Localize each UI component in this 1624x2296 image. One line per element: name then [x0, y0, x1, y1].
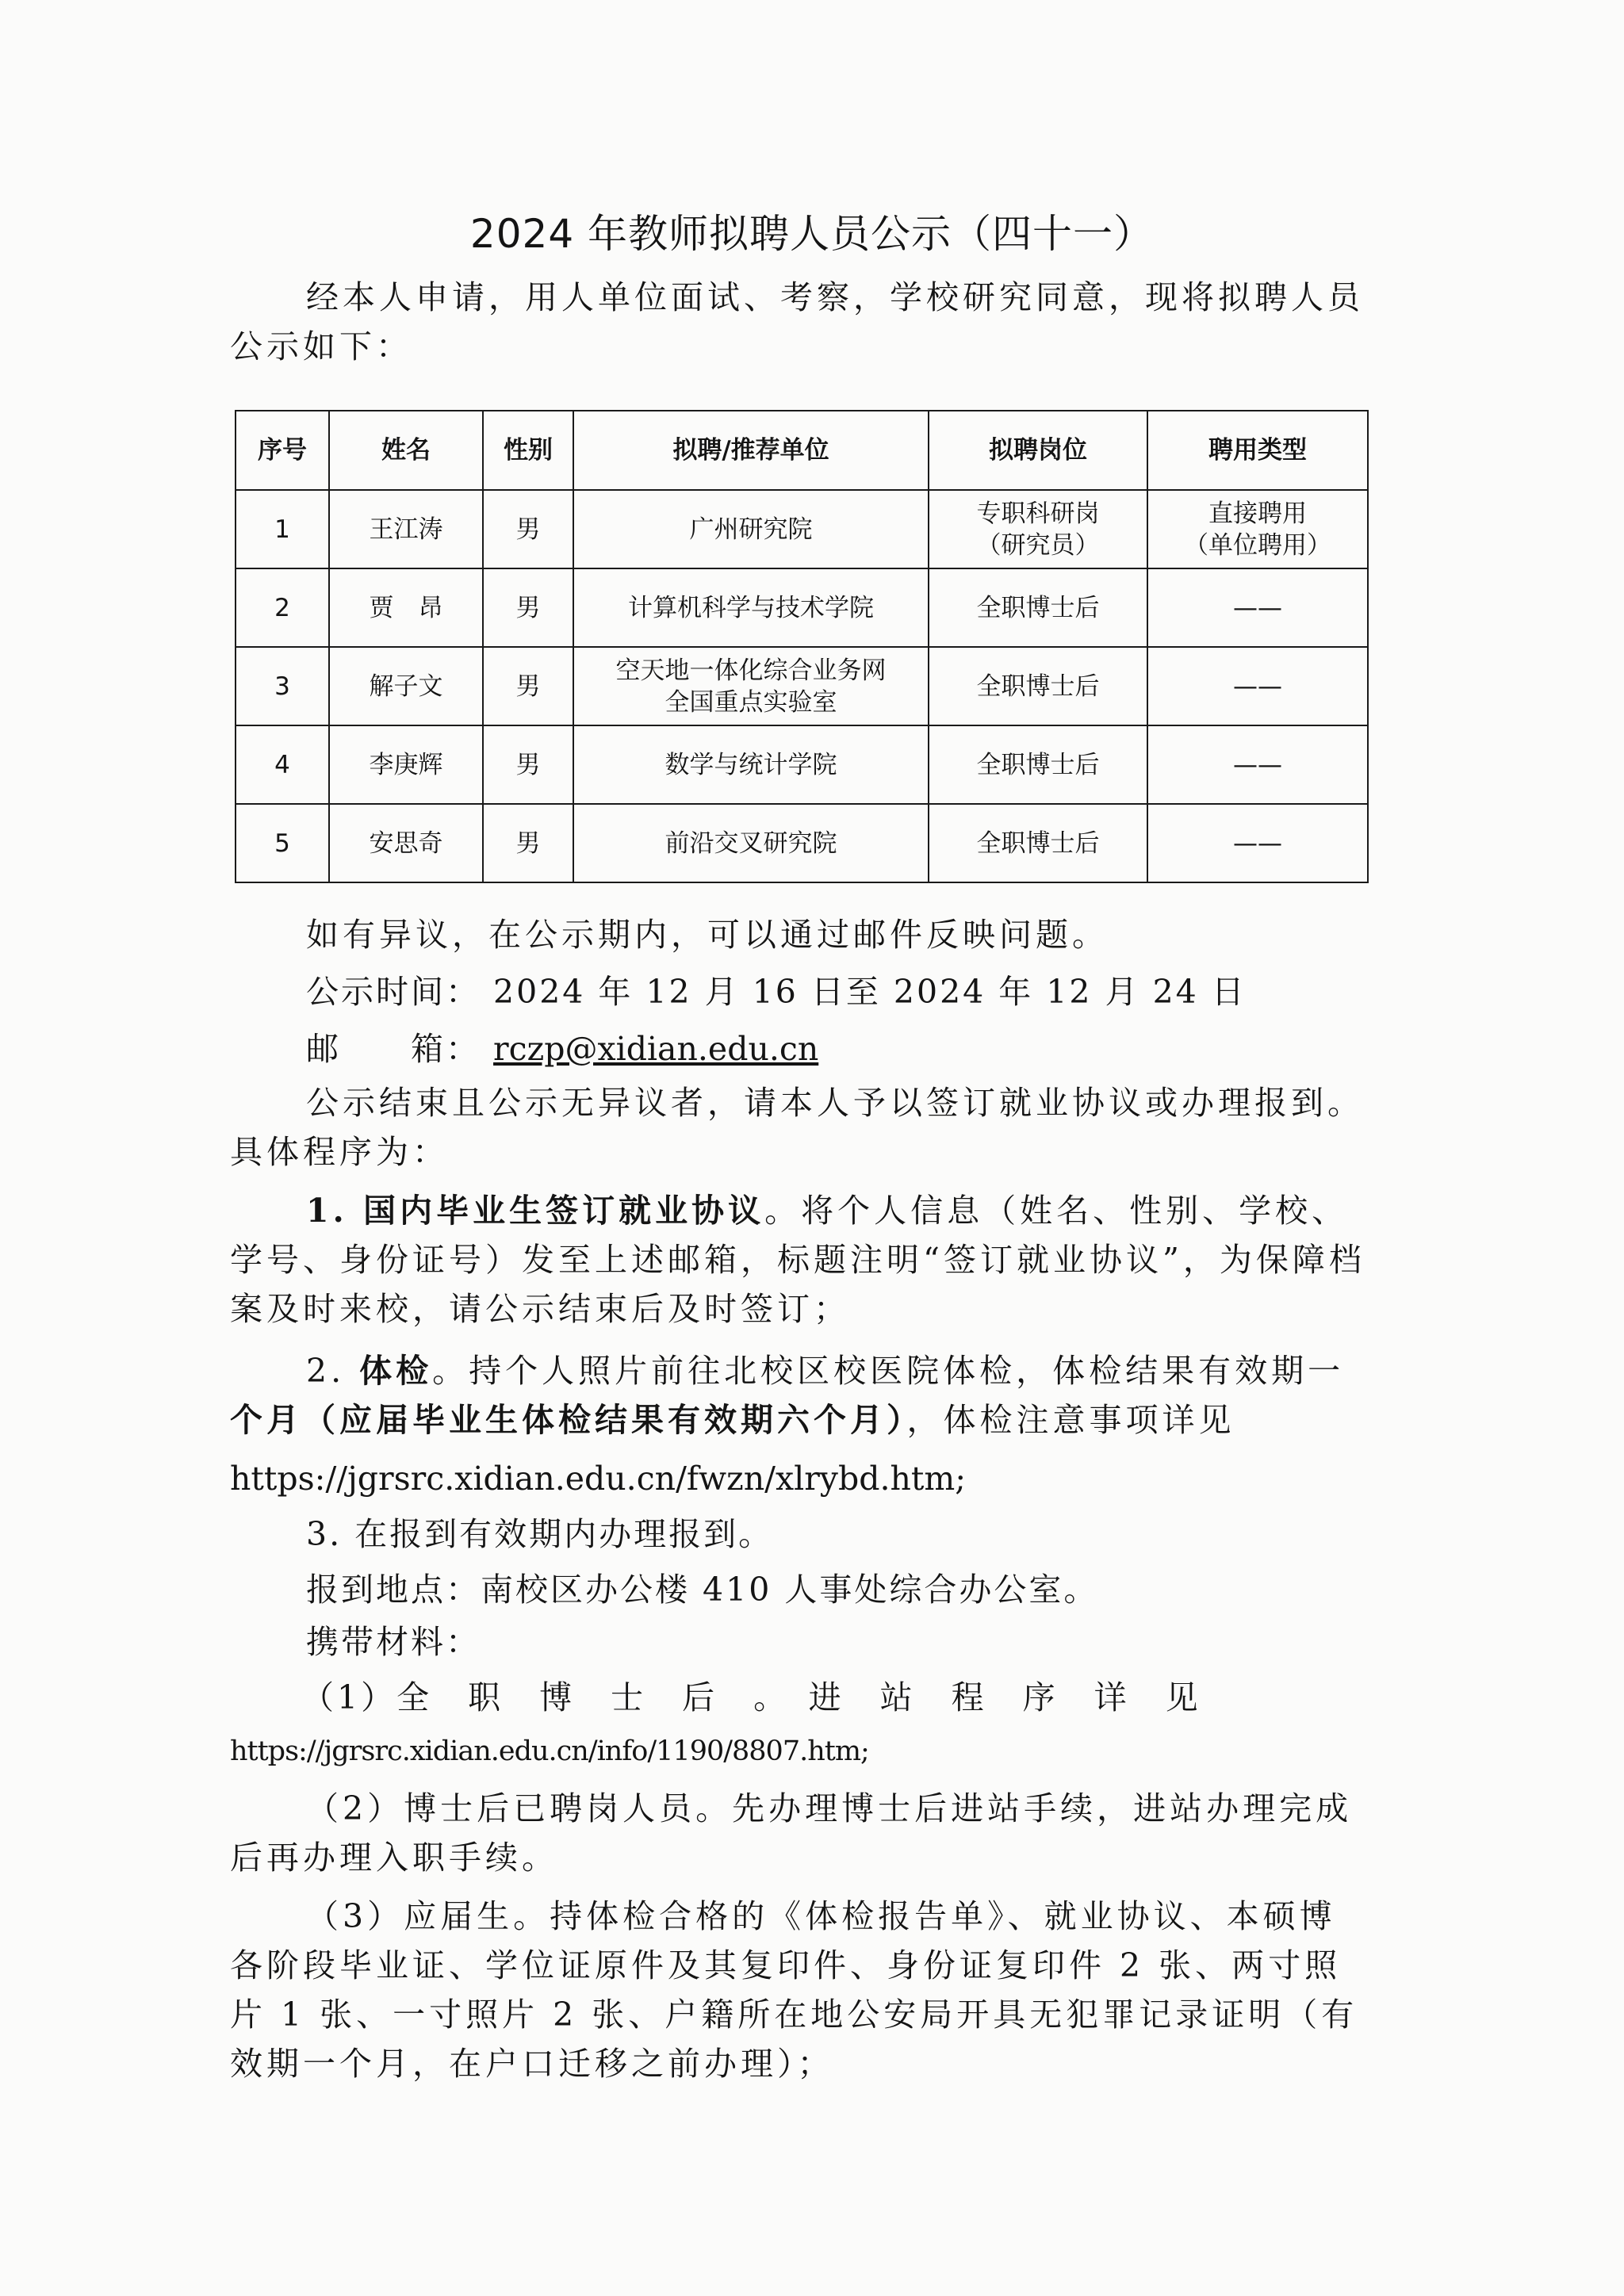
cell-unit: 广州研究院 — [573, 490, 929, 568]
cell-type: —— — [1147, 725, 1368, 804]
table-row — [236, 804, 1368, 882]
table-row — [236, 490, 1368, 568]
header-unit: 拟聘/推荐单位 — [573, 411, 929, 490]
intro-paragraph: 经本人申请，用人单位面试、考察，学校研究同意，现将拟聘人员公示如下： — [230, 278, 1364, 365]
cell-type: —— — [1147, 804, 1368, 882]
table-row — [236, 647, 1368, 725]
material3-paragraph: （3）应届生。持体检合格的《体检报告单》、就业协议、本硕博各阶段毕业证、学位证原件及其复印件、身份证复印件 2 张、两寸照片 1 张、一寸照片 2 张、户籍所在地公安局开具无犯罪记录证明（有效期一个月，在户口迁移之前办理）； — [230, 1897, 1358, 2083]
header-type: 聘用类型 — [1147, 411, 1368, 490]
cell-number: 2 — [236, 568, 329, 647]
period-label: 公示时间： — [306, 973, 481, 1011]
step2-body2: ，体检注意事项详见 — [906, 1401, 1235, 1439]
cell-type — [1147, 490, 1368, 568]
cell-unit: 前沿交叉研究院 — [573, 804, 929, 882]
objection-note: 如有异议，在公示期内，可以通过邮件反映问题。 — [306, 916, 1109, 954]
table-header-row — [236, 411, 1368, 490]
cell-type-line2: （单位聘用） — [1184, 530, 1331, 560]
header-post: 拟聘岗位 — [929, 411, 1147, 490]
cell-name: 解子文 — [329, 647, 483, 725]
cell-unit — [573, 647, 929, 725]
step1-body: 。将个人信息（姓名、性别、学校、学号、身份证号）发至上述邮箱，标题注明“签订就业协议”，为保障档案及时来校，请公示结束后及时签订； — [230, 1192, 1365, 1328]
cell-gender: 男 — [483, 568, 573, 647]
cell-unit-line2: 全国重点实验室 — [665, 687, 837, 717]
cell-post: 全职博士后 — [929, 568, 1147, 647]
cell-name: 李庚辉 — [329, 725, 483, 804]
cell-type: —— — [1147, 647, 1368, 725]
header-name: 姓名 — [329, 411, 483, 490]
cell-post-line2: （研究员） — [976, 530, 1100, 560]
cell-unit-line1: 空天地一体化综合业务网 — [615, 656, 887, 685]
cell-number: 3 — [236, 647, 329, 725]
after-notice-paragraph: 公示结束且公示无异议者，请本人予以签订就业协议或办理报到。具体程序为： — [230, 1084, 1364, 1171]
email-line — [306, 1024, 818, 1073]
cell-gender: 男 — [483, 647, 573, 725]
cell-unit: 计算机科学与技术学院 — [573, 568, 929, 647]
cell-post — [929, 490, 1147, 568]
cell-unit: 数学与统计学院 — [573, 725, 929, 804]
cell-post: 全职博士后 — [929, 804, 1147, 882]
location-line: 报到地点：南校区办公楼 410 人事处综合办公室。 — [306, 1571, 1099, 1609]
step3-line: 3. 在报到有效期内办理报到。 — [306, 1515, 774, 1553]
step2-url-link[interactable]: https://jgrsrc.xidian.edu.cn/fwzn/xlrybd.htm; — [230, 1460, 967, 1498]
step2-paragraph — [230, 1346, 1372, 1445]
step2-body: 。持个人照片前往北校区校医院体检，体检结果有效期一 — [432, 1352, 1345, 1390]
step2-prefix: 2. — [306, 1352, 360, 1390]
table-row — [236, 568, 1368, 647]
cell-number: 5 — [236, 804, 329, 882]
document-title: 2024 年教师拟聘人员公示（四十一） — [469, 211, 1155, 257]
cell-post: 全职博士后 — [929, 725, 1147, 804]
material2-paragraph: （2）博士后已聘岗人员。先办理博士后进站手续，进站办理完成后再办理入职手续。 — [230, 1789, 1353, 1877]
cell-type-line1: 直接聘用 — [1208, 499, 1307, 528]
cell-name: 王江涛 — [329, 490, 483, 568]
email-link[interactable]: rczp@xidian.edu.cn — [493, 1030, 819, 1068]
step2-emphasis: 个月（应届毕业生体检结果有效期六个月） — [230, 1401, 907, 1439]
cell-number: 4 — [236, 725, 329, 804]
candidate-table — [235, 410, 1369, 883]
cell-name: 贾 昂 — [329, 568, 483, 647]
email-label: 邮 箱： — [306, 1030, 481, 1068]
header-gender: 性别 — [483, 411, 573, 490]
table-row — [236, 725, 1368, 804]
period-line — [306, 967, 1247, 1016]
material1-url-link[interactable]: https://jgrsrc.xidian.edu.cn/info/1190/8807.htm; — [230, 1735, 869, 1767]
step1-paragraph — [230, 1186, 1372, 1334]
cell-type: —— — [1147, 568, 1368, 647]
cell-post-line1: 专职科研岗 — [976, 499, 1100, 528]
cell-gender: 男 — [483, 725, 573, 804]
cell-name: 安思奇 — [329, 804, 483, 882]
step1-heading: 1. 国内毕业生签订就业协议 — [306, 1192, 765, 1230]
header-number: 序号 — [236, 411, 329, 490]
step2-heading: 体检 — [359, 1352, 433, 1390]
cell-gender: 男 — [483, 490, 573, 568]
materials-label: 携带材料： — [306, 1623, 481, 1661]
cell-post: 全职博士后 — [929, 647, 1147, 725]
material1-text: （1）全 职 博 士 后 。 进 站 程 序 详 见 — [301, 1678, 1201, 1716]
cell-number: 1 — [236, 490, 329, 568]
period-value: 2024 年 12 月 16 日至 2024 年 12 月 24 日 — [493, 973, 1247, 1011]
cell-gender: 男 — [483, 804, 573, 882]
